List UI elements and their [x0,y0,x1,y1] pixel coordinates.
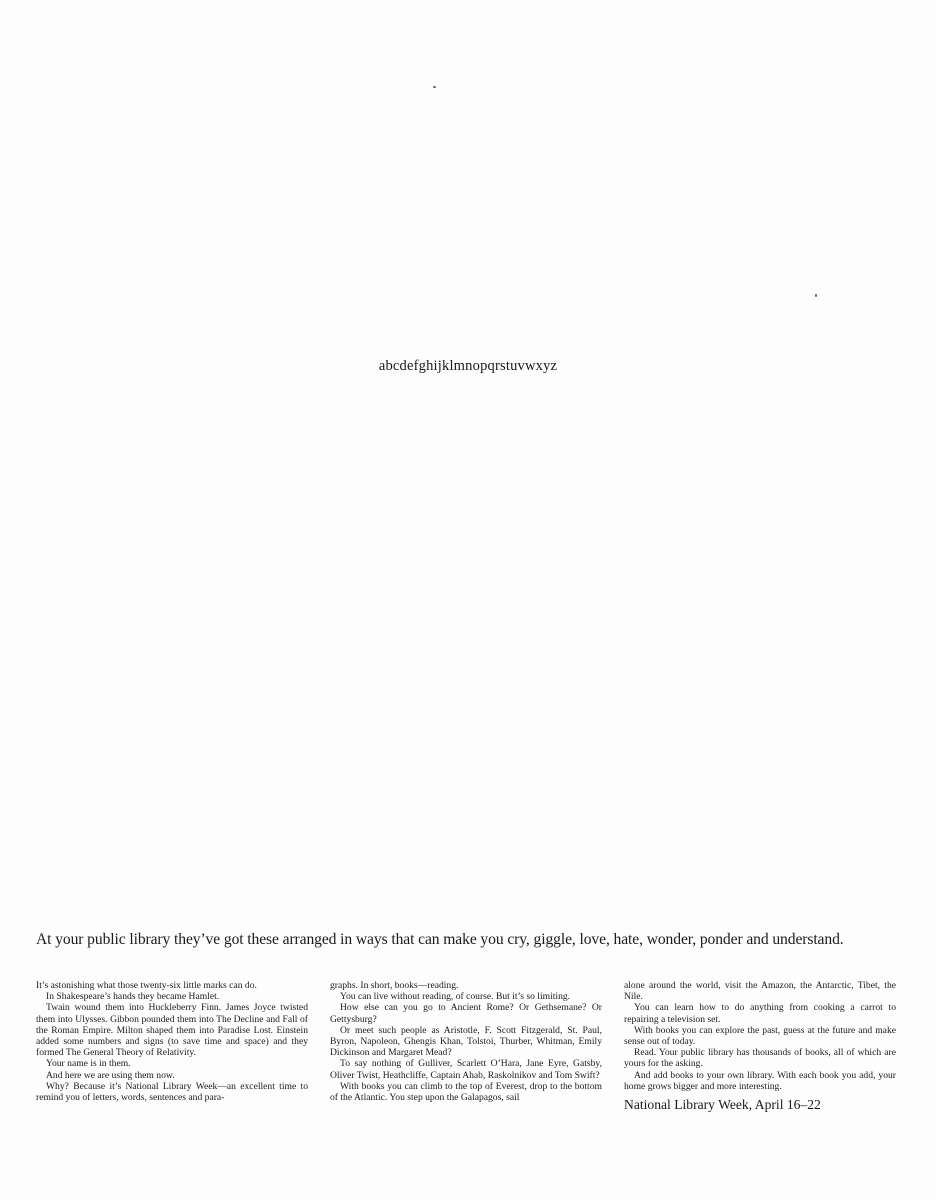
print-speck [433,86,436,88]
alphabet-line: abcdefghijklmnopqrstuvwxyz [378,358,558,374]
paragraph: How else can you go to Ancient Rome? Or Gethsemane? Or Gettysburg? [330,1002,602,1025]
paragraph: And add books to your own library. With each book you add, your home grows bigger and more interesting. [624,1069,896,1092]
paragraph: Read. Your public library has thousands of books, all of which are yours for the asking. [624,1047,896,1070]
paragraph: graphs. In short, books—reading. [330,980,459,991]
paragraph: Or meet such people as Aristotle, F. Scott Fitzgerald, St. Paul, Byron, Napoleon, Ghengis Khan, Tolstoi, Thurber, Whitman, Emily Dickinson and Margaret Mead? [330,1024,602,1059]
paragraph: In Shakespeare’s hands they became Hamlet. [46,991,220,1003]
paragraph: It’s astonishing what those twenty-six little marks can do. [36,980,257,991]
paragraph: With books you can climb to the top of Everest, drop to the bottom of the Atlantic. You step upon the Galapagos, sail [330,1080,602,1104]
paragraph: You can live without reading, of course. But it’s so limiting. [340,991,571,1003]
headline: At your public library they’ve got these arranged in ways that can make you cry, giggle, love, hate, wonder, ponder and understand. [36,931,844,948]
paragraph: Why? Because it’s National Library Week—an excellent time to remind you of letters, words, sentences and para- [36,1080,308,1104]
body-column-1 [36,980,308,1103]
body-copy [36,980,904,1150]
paragraph: And here we are using them now. [46,1069,175,1081]
paragraph: alone around the world, visit the Amazon, the Antarctic, Tibet, the Nile. [624,980,896,1003]
paragraph: Twain wound them into Huckleberry Finn. James Joyce twisted them into Ulysses. Gibbon pounded them into The Decline and Fall of the Roman Empire. Milton shaped them into Paradise Lost. Einstein added some numbers and signs (to save time and space) and they formed The General Theory of Relativity. [36,1002,308,1059]
paragraph: Your name is in them. [46,1058,131,1070]
body-column-3 [624,980,896,1113]
paragraph: To say nothing of Gulliver, Scarlett O’Hara, Jane Eyre, Gatsby, Oliver Twist, Heathcliffe, Captain Ahab, Raskolnikov and Tom Swift? [330,1058,602,1081]
body-column-2 [330,980,602,1103]
print-speck [815,294,817,297]
tagline: National Library Week, April 16–22 [624,1097,821,1113]
paragraph: You can learn how to do anything from cooking a carrot to repairing a television set. [624,1002,896,1025]
paragraph: With books you can explore the past, guess at the future and make sense out of today. [624,1024,896,1048]
